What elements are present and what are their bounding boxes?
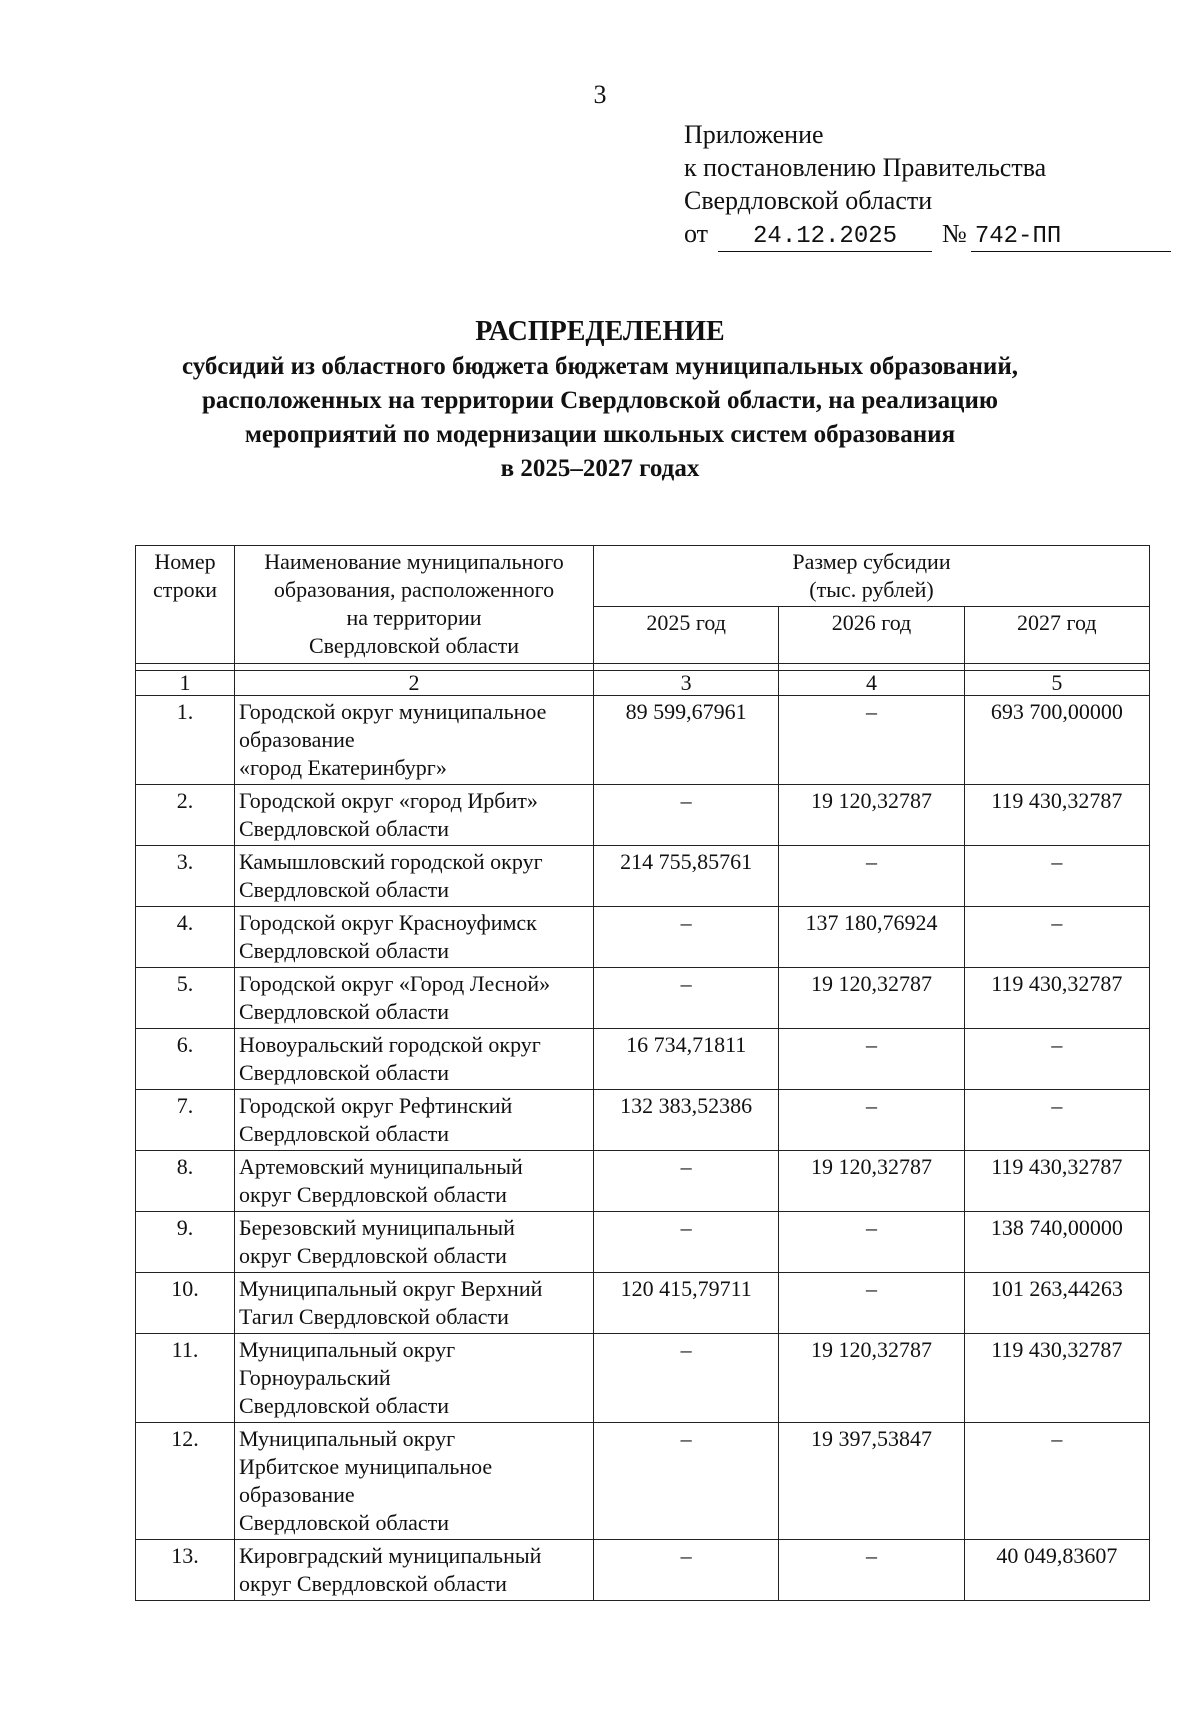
municipality-name — [235, 1334, 594, 1423]
resolution-date: 24.12.2025 — [718, 223, 932, 252]
subsidy-2025: – — [594, 1151, 779, 1212]
header-num-line: строки — [152, 577, 218, 602]
header-year-2026: 2026 год — [779, 607, 964, 664]
header-name-line: Наименование муниципального — [264, 549, 564, 574]
title-line-2: расположенных на территории Свердловской области, на реализацию — [202, 387, 998, 414]
table-row — [136, 846, 1150, 907]
municipality-name-line: Камышловский городской округ — [239, 849, 543, 874]
title-main: РАСПРЕДЕЛЕНИЕ — [475, 316, 725, 347]
column-index: 2 — [235, 671, 594, 696]
municipality-name — [235, 1540, 594, 1601]
municipality-name-line: Городской округ «город Ирбит» — [239, 788, 538, 813]
municipality-name-line: Ирбитское муниципальное — [239, 1454, 493, 1479]
subsidy-2027: 101 263,44263 — [964, 1273, 1149, 1334]
municipality-name-line: Свердловской области — [239, 999, 449, 1024]
subsidy-2027: – — [964, 846, 1149, 907]
table-row — [136, 1151, 1150, 1212]
subsidy-2027: 119 430,32787 — [964, 785, 1149, 846]
municipality-name-line: Свердловской области — [239, 816, 449, 841]
row-number: 4. — [136, 907, 235, 968]
row-number: 5. — [136, 968, 235, 1029]
from-label: от — [684, 219, 709, 248]
subsidy-2027: 693 700,00000 — [964, 696, 1149, 785]
municipality-name-line: Артемовский муниципальный — [239, 1154, 523, 1179]
subsidy-2025: – — [594, 907, 779, 968]
appendix-line-2: к постановлению Правительства — [684, 153, 1047, 182]
subsidy-2026: – — [779, 1029, 964, 1090]
distribution-table — [135, 545, 1150, 1601]
subsidy-2025: – — [594, 1334, 779, 1423]
title-line-4: в 2025–2027 годах — [500, 455, 700, 482]
header-year-2027: 2027 год — [964, 607, 1149, 664]
subsidy-2027: – — [964, 1029, 1149, 1090]
table-row — [136, 907, 1150, 968]
municipality-name-line: Городской округ муниципальное — [239, 699, 547, 724]
subsidy-2027: 138 740,00000 — [964, 1212, 1149, 1273]
municipality-name — [235, 785, 594, 846]
column-index: 4 — [779, 671, 964, 696]
table-row — [136, 1273, 1150, 1334]
municipality-name-line: Березовский муниципальный — [239, 1215, 515, 1240]
municipality-name-line: Свердловской области — [239, 1060, 449, 1085]
table-row — [136, 785, 1150, 846]
subsidy-2025: 16 734,71811 — [594, 1029, 779, 1090]
municipality-name-line: округ Свердловской области — [239, 1571, 507, 1596]
municipality-name-line: образование — [239, 727, 355, 752]
municipality-name-line: Свердловской области — [239, 877, 449, 902]
subsidy-2026: – — [779, 1212, 964, 1273]
row-number: 1. — [136, 696, 235, 785]
subsidy-2025: – — [594, 1423, 779, 1540]
row-number: 6. — [136, 1029, 235, 1090]
appendix-line-1: Приложение — [684, 120, 824, 149]
row-number: 12. — [136, 1423, 235, 1540]
subsidy-2027: – — [964, 907, 1149, 968]
municipality-name — [235, 1423, 594, 1540]
table-header-row — [136, 546, 1150, 607]
table-row — [136, 1334, 1150, 1423]
subsidy-2026: 137 180,76924 — [779, 907, 964, 968]
row-number: 8. — [136, 1151, 235, 1212]
appendix-line-3: Свердловской области — [684, 186, 933, 215]
subsidy-2025: – — [594, 1212, 779, 1273]
table-row — [136, 1423, 1150, 1540]
document-title — [0, 314, 1200, 486]
municipality-name-line: Тагил Свердловской области — [239, 1304, 509, 1329]
appendix-date-line — [684, 217, 1164, 252]
subsidy-2026: 19 120,32787 — [779, 1151, 964, 1212]
header-row-number — [136, 546, 235, 664]
row-number: 10. — [136, 1273, 235, 1334]
subsidy-2025: – — [594, 1540, 779, 1601]
row-number: 2. — [136, 785, 235, 846]
table-row — [136, 1090, 1150, 1151]
municipality-name — [235, 1151, 594, 1212]
subsidy-2026: 19 120,32787 — [779, 785, 964, 846]
municipality-name-line: Кировградский муниципальный — [239, 1543, 542, 1568]
subsidy-2025: 214 755,85761 — [594, 846, 779, 907]
title-line-3: мероприятий по модернизации школьных систем образования — [244, 421, 956, 448]
subsidy-2027: – — [964, 1090, 1149, 1151]
subsidy-2026: – — [779, 846, 964, 907]
municipality-name — [235, 907, 594, 968]
subsidy-2026: 19 120,32787 — [779, 968, 964, 1029]
municipality-name-line: округ Свердловской области — [239, 1243, 507, 1268]
appendix-block — [684, 118, 1164, 252]
row-number: 7. — [136, 1090, 235, 1151]
subsidy-2026: 19 120,32787 — [779, 1334, 964, 1423]
header-subsidy-line: (тыс. рублей) — [809, 577, 934, 602]
subsidy-2026: – — [779, 1273, 964, 1334]
municipality-name-line: «город Екатеринбург» — [239, 755, 447, 780]
row-number: 3. — [136, 846, 235, 907]
municipality-name — [235, 846, 594, 907]
municipality-name — [235, 1273, 594, 1334]
header-year-2025: 2025 год — [594, 607, 779, 664]
header-name-line: Свердловской области — [309, 633, 519, 658]
municipality-name-line: образование — [239, 1482, 355, 1507]
subsidy-2026: – — [779, 1540, 964, 1601]
header-subsidy-size — [594, 546, 1150, 607]
subsidy-2025: – — [594, 968, 779, 1029]
row-number: 9. — [136, 1212, 235, 1273]
title-line-1: субсидий из областного бюджета бюджетам муниципальных образований, — [182, 353, 1018, 380]
municipality-name-line: Муниципальный округ — [239, 1337, 456, 1362]
header-name-line: на территории — [346, 605, 482, 630]
municipality-name — [235, 1029, 594, 1090]
row-number: 11. — [136, 1334, 235, 1423]
column-index: 5 — [964, 671, 1149, 696]
header-subsidy-line: Размер субсидии — [792, 549, 951, 574]
resolution-number: 742-ПП — [971, 223, 1171, 252]
subsidy-2025: 89 599,67961 — [594, 696, 779, 785]
municipality-name-line: Городской округ Рефтинский — [239, 1093, 513, 1118]
page-number: 3 — [593, 80, 607, 109]
number-label: № — [942, 219, 967, 248]
subsidy-2025: 120 415,79711 — [594, 1273, 779, 1334]
table-row — [136, 696, 1150, 785]
municipality-name — [235, 968, 594, 1029]
column-index: 1 — [136, 671, 235, 696]
municipality-name-line: Муниципальный округ — [239, 1426, 456, 1451]
subsidy-2027: 40 049,83607 — [964, 1540, 1149, 1601]
municipality-name — [235, 696, 594, 785]
subsidy-2027: 119 430,32787 — [964, 1334, 1149, 1423]
table-row — [136, 1540, 1150, 1601]
municipality-name-line: Свердловской области — [239, 1121, 449, 1146]
column-index: 3 — [594, 671, 779, 696]
subsidy-2027: – — [964, 1423, 1149, 1540]
header-municipality-name — [235, 546, 594, 664]
subsidy-2026: – — [779, 696, 964, 785]
municipality-name-line: Свердловской области — [239, 938, 449, 963]
municipality-name-line: Муниципальный округ Верхний — [239, 1276, 543, 1301]
municipality-name-line: Горноуральский — [239, 1365, 391, 1390]
municipality-name-line: Городской округ «Город Лесной» — [239, 971, 551, 996]
row-number: 13. — [136, 1540, 235, 1601]
subsidy-2026: – — [779, 1090, 964, 1151]
municipality-name — [235, 1090, 594, 1151]
table-row — [136, 1029, 1150, 1090]
header-separator — [136, 664, 1150, 671]
table-row — [136, 1212, 1150, 1273]
municipality-name — [235, 1212, 594, 1273]
subsidy-2025: – — [594, 785, 779, 846]
header-name-line: образования, расположенного — [273, 577, 555, 602]
municipality-name-line: Свердловской области — [239, 1510, 449, 1535]
municipality-name-line: округ Свердловской области — [239, 1182, 507, 1207]
municipality-name-line: Свердловской области — [239, 1393, 449, 1418]
subsidy-2026: 19 397,53847 — [779, 1423, 964, 1540]
municipality-name-line: Новоуральский городской округ — [239, 1032, 541, 1057]
subsidy-2027: 119 430,32787 — [964, 968, 1149, 1029]
header-num-line: Номер — [154, 549, 216, 574]
table-row — [136, 968, 1150, 1029]
subsidy-2027: 119 430,32787 — [964, 1151, 1149, 1212]
column-index-row — [136, 671, 1150, 696]
subsidy-2025: 132 383,52386 — [594, 1090, 779, 1151]
municipality-name-line: Городской округ Красноуфимск — [239, 910, 537, 935]
